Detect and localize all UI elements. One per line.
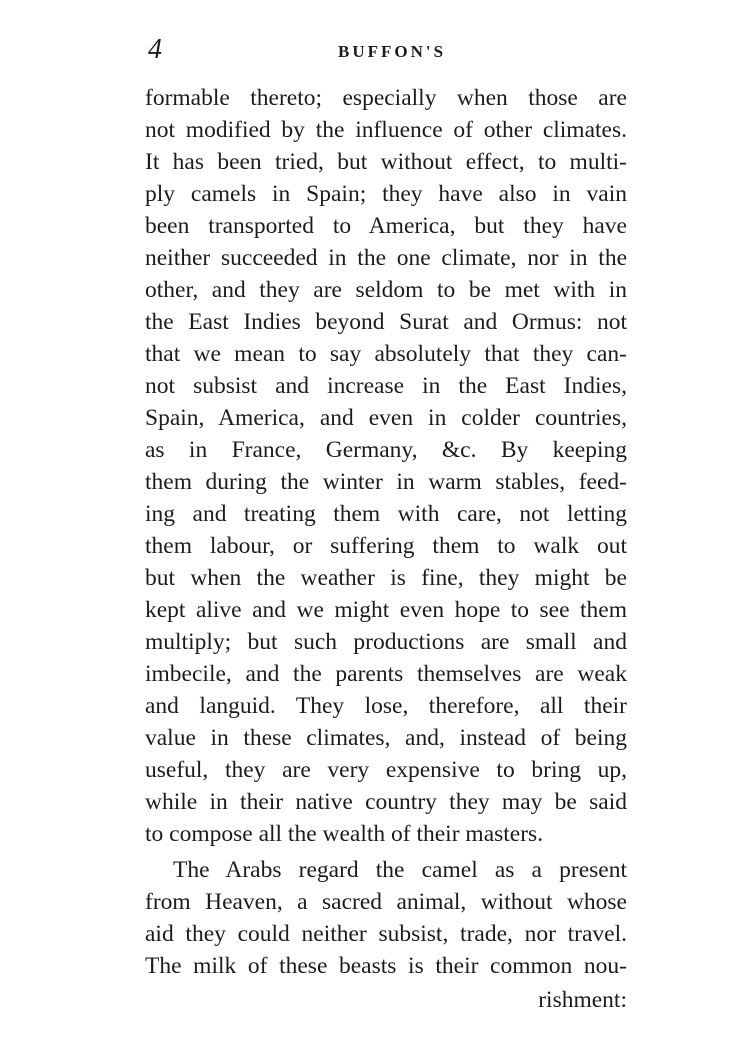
text-line: not modified by the influence of other climates. (145, 117, 627, 143)
text-line: not subsist and increase in the East Indies, (145, 373, 627, 399)
text-line: them labour, or suffering them to walk out (145, 533, 627, 559)
text-line: to compose all the wealth of their masters. (145, 821, 544, 847)
text-line: kept alive and we might even hope to see them (145, 597, 627, 623)
catchword: rishment: (538, 987, 627, 1013)
text-line: been transported to America, but they have (145, 213, 627, 239)
text-line: other, and they are seldom to be met with in (145, 277, 627, 303)
text-line: neither succeeded in the one climate, nor in the (145, 245, 627, 271)
text-line: them during the winter in warm stables, feed- (145, 469, 627, 495)
text-line: and languid. They lose, therefore, all their (145, 693, 627, 719)
text-line: formable thereto; especially when those are (145, 85, 627, 111)
text-line: aid they could neither subsist, trade, nor travel. (145, 921, 627, 947)
text-line: while in their native country they may be said (145, 789, 627, 815)
text-line: The Arabs regard the camel as a present (173, 857, 627, 883)
text-line: The milk of these beasts is their common nou- (145, 953, 627, 979)
text-line: imbecile, and the parents themselves are weak (145, 661, 627, 687)
text-line: It has been tried, but without effect, to multi- (145, 149, 627, 175)
text-line: ing and treating them with care, not letting (145, 501, 627, 527)
page-header (148, 34, 628, 68)
text-line: value in these climates, and, instead of being (145, 725, 627, 751)
running-head: BUFFON'S (338, 42, 447, 61)
text-line: but when the weather is fine, they might be (145, 565, 627, 591)
text-line: from Heaven, a sacred animal, without whose (145, 889, 627, 915)
text-line: Spain, America, and even in colder countries, (145, 405, 627, 431)
text-line: useful, they are very expensive to bring up, (145, 757, 627, 783)
text-line: that we mean to say absolutely that they can- (145, 341, 627, 367)
text-line: multiply; but such productions are small and (145, 629, 627, 655)
text-line: the East Indies beyond Surat and Ormus: not (145, 309, 627, 335)
page-number: 4 (148, 34, 162, 65)
text-line: ply camels in Spain; they have also in vain (145, 181, 627, 207)
text-line: as in France, Germany, &c. By keeping (145, 437, 627, 463)
